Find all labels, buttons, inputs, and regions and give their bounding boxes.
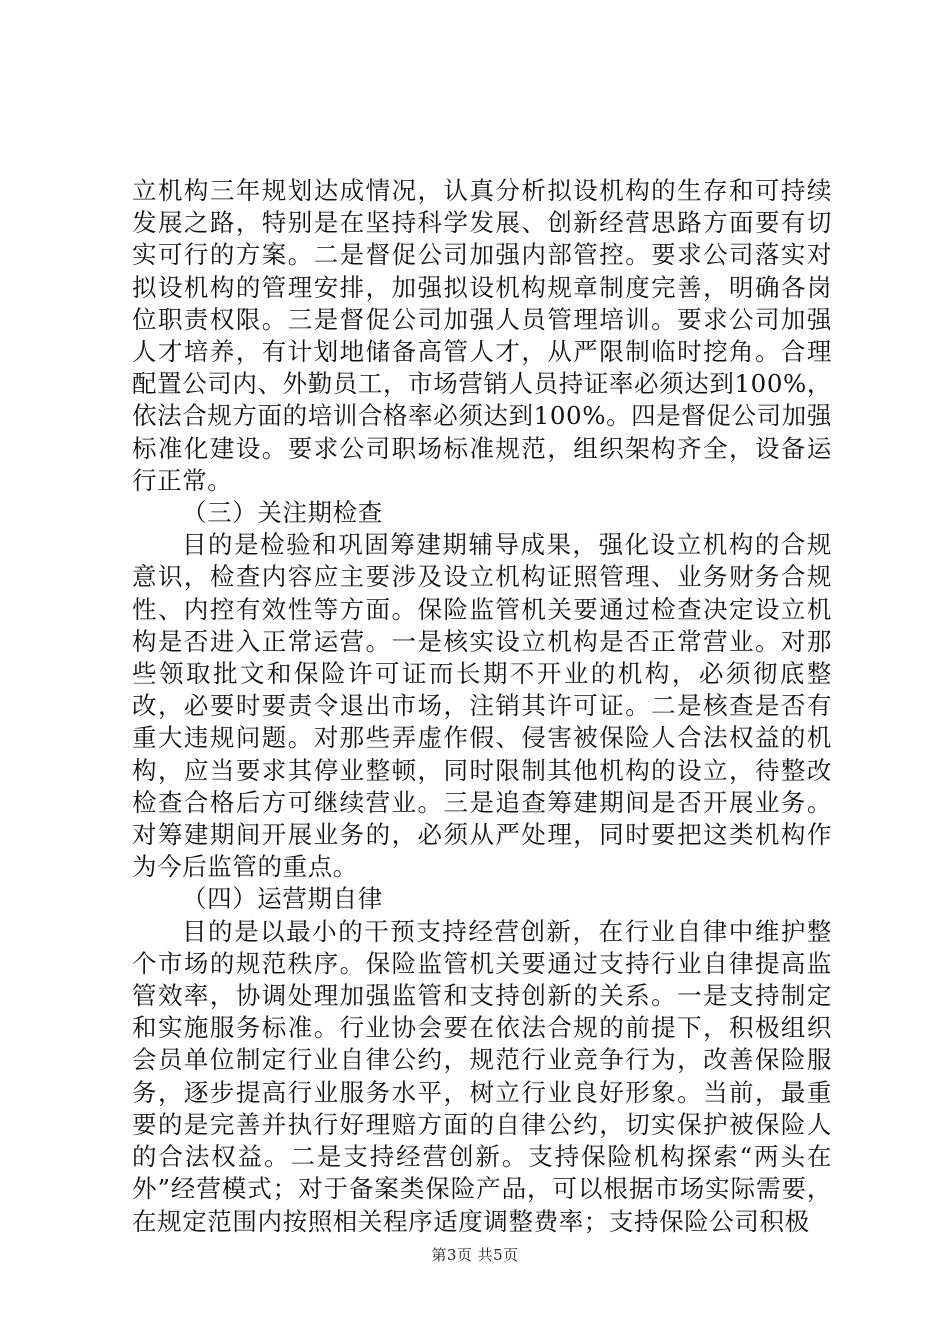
paragraph-continuation: 立机构三年规划达成情况，认真分析拟设机构的生存和可持续发展之路，特别是在坚持科学发展、创新经营思路方面要有切实可行的方案。二是督促公司加强内部管控。要求公司落实对拟设机构的管理安排，加强拟设机构规章制度完善，明确各岗位职责权限。三是督促公司加强人员管理培训。要求公司加强人才培养，有计划地储备高管人才，从严限制临时挖角。合理配置公司内、外勤员工，市场营销人员持证率必须达到100%，依法合规方面的培训合格率必须达到100%。四是督促公司加强标准化建设。要求公司职场标准规范，组织架构齐全，设备运行正常。	[132, 176, 832, 495]
section-heading-4: （四）运营期自律	[182, 884, 383, 914]
paragraph-section-4: 目的是以最小的干预支持经营创新，在行业自律中维护整个市场的规范秩序。保险监管机关要通过支持行业自律提高监管效率，协调处理加强监管和支持创新的关系。一是支持制定和实施服务标准。行业协会要在依法合规的前提下，积极组织会员单位制定行业自律公约，规范行业竞争行为，改善保险服务，逐步提高行业服务水平，树立行业良好形象。当前，最重要的是完善并执行好理赔方面的自律公约，切实保护被保险人的合法权益。二是支持经营创新。支持保险机构探索“两头在外”经营模式；对于备案类保险产品，可以根据市场实际需要，在规定范围内按照相关程序适度调整费率；支持保险公司积极	[132, 916, 832, 1236]
page-footer	[0, 1245, 950, 1265]
document-body	[132, 175, 832, 1238]
page-number-label: 第3页 共5页	[431, 1246, 519, 1264]
paragraph-section-3: 目的是检验和巩固筹建期辅导成果，强化设立机构的合规意识，检查内容应主要涉及设立机构证照管理、业务财务合规性、内控有效性等方面。保险监管机关要通过检查决定设立机构是否进入正常运营。一是核实设立机构是否正常营业。对那些领取批文和保险许可证而长期不开业的机构，必须彻底整改，必要时要责令退出市场，注销其许可证。二是核查是否有重大违规问题。对那些弄虚作假、侵害被保险人合法权益的机构，应当要求其停业整顿，同时限制其他机构的设立，待整改检查合格后方可继续营业。三是追查筹建期间是否开展业务。对筹建期间开展业务的，必须从严处理，同时要把这类机构作为今后监管的重点。	[132, 530, 832, 882]
section-heading-3: （三）关注期检查	[182, 498, 383, 528]
